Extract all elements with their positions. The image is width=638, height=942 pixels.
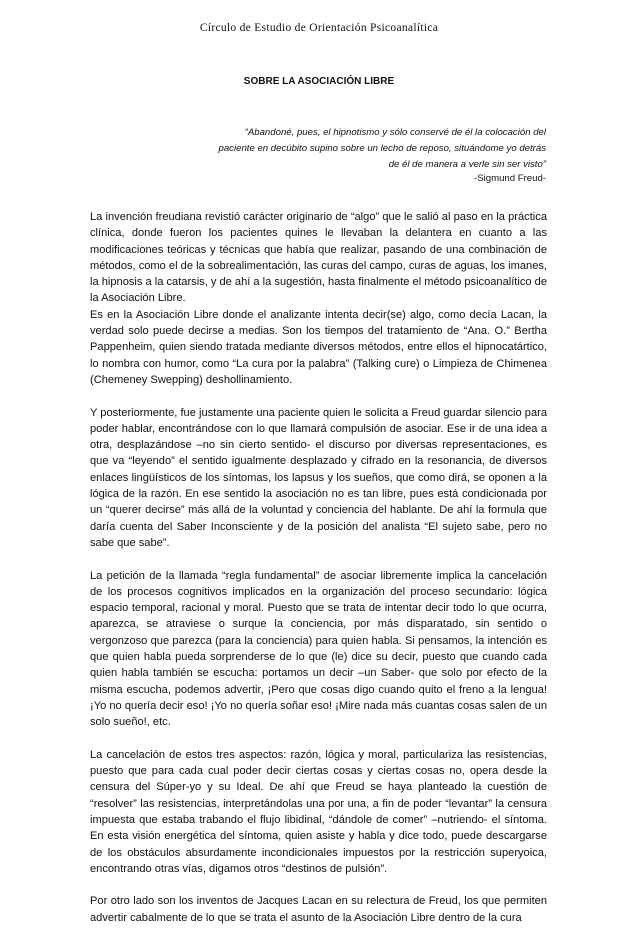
document-body	[90, 209, 547, 942]
epigraph-author: -Sigmund Freud-	[474, 173, 546, 184]
paragraph-6: Por otro lado son los inventos de Jacques Lacan en su relectura de Freud, los que permiten advertir cabalmente de lo que se trata el asunto de la Asociación Libre dentro de la cura	[90, 895, 547, 924]
paragraph-2: Es en la Asociación Libre donde el analizante intenta decir(se) algo, como decía Lacan, la verdad solo puede decirse a medias. Son los tiempos del tratamiento de “Ana. O.” Bertha Pappenheim, quien siendo tratada mediante diversos métodos, entre ellos el hipnocatártico, lo nombra con humor, como “La cura por la palabra” (Talking cure) o Limpieza de Chimenea (Chemeney Swepping) deshollinamiento.	[90, 308, 547, 386]
paragraph-3: Y posteriormente, fue justamente una paciente quien le solicita a Freud guardar silencio para poder hablar, encontrándose con lo que llamará compulsión de asociar. Ese ir de una idea a otra, desplazándose –no sin cierto sentido- el discurso por diversas representaciones, es que va “leyendo” el sentido igualmente desplazado y cifrado en la resonancia, de diversos enlaces lingüísticos de los síntomas, los lapsus y los sueños, que como dirá, se oponen a la lógica de la razón. En ese sentido la asociación no es tan libre, pues está condicionada por un “querer decirse” más allá de la voluntad y conciencia del hablante. De ahí la formula que daría cuenta del Saber Inconsciente y de la posición del analista “El sujeto sabe, pero no sabe que sabe”.	[90, 406, 547, 549]
document-title: SOBRE LA ASOCIACIÓN LIBRE	[243, 76, 395, 87]
epigraph-quote: “Abandoné, pues, el hipnotismo y sólo conservé de él la colocación del paciente en decúbito supino sobre un lecho de reposo, situándome yo detrás de él de manera a verle sin ser visto”	[218, 127, 546, 170]
paragraph-5: La cancelación de estos tres aspectos: razón, lógica y moral, particulariza las resistencias, puesto que para cada cual poder decir ciertas cosas y ciertas cosas no, opera desde la censura del Súper-yo y su Ideal. De ahí que Freud se haya planteado la cuestión de “resolver” las resistencias, interpretándolas una por una, a fin de poder “levantar” la censura impuesta que estaba trabando el flujo libidinal, “dándole de comer” –nutriendo- el síntoma. En esta visión energética del síntoma, quien asiste y habla y dice todo, puede descargarse de los obstáculos absurdamente incondicionales impuestos por la restricción superyoica, encontrando otras vías, digamos otros “destinos de pulsión”.	[90, 748, 547, 875]
page-header: Círculo de Estudio de Orientación Psicoanalítica	[199, 22, 439, 34]
paragraph-4: La petición de la llamada “regla fundamental” de asociar libremente implica la cancelación de los procesos cognitivos implicados en la organización del proceso secundario: lógica espacio temporal, racional y moral. Puesto que se trata de intentar decir todo lo que ocurra, aparezca, se atraviese o surque la conciencia, por más disparatado, sin sentido o vergonzoso que parezca (para la conciencia) para quien habla. Si pensamos, la intención es que quien habla pueda sorprenderse de lo que (le) dice su decir, puesto que cuando cada quien habla también se escucha: portamos un decir –un Saber- que solo por efecto de la misma escucha, podemos advertir, ¡Pero que cosas digo cuando quito el freno a la lengua! ¡Yo no quería decir eso! ¡Yo no quería soñar eso! ¡Mire nada más cuantas cosas salen de un solo sueño!, etc.	[90, 569, 547, 729]
paragraph-1: La invención freudiana revistió carácter originario de “algo” que le salió al paso en la práctica clínica, donde fueron los pacientes quines le llevaban la delantera en cuanto a las modificaciones teóricas y técnicas que había que realizar, pasando de una combinación de métodos, como el de la sobrealimentación, las curas del campo, curas de aguas, los imanes, la hipnosis a la catarsis, y de ahí a la sugestión, hasta finalmente el método psicoanalítico de la Asociación Libre.	[90, 211, 547, 305]
